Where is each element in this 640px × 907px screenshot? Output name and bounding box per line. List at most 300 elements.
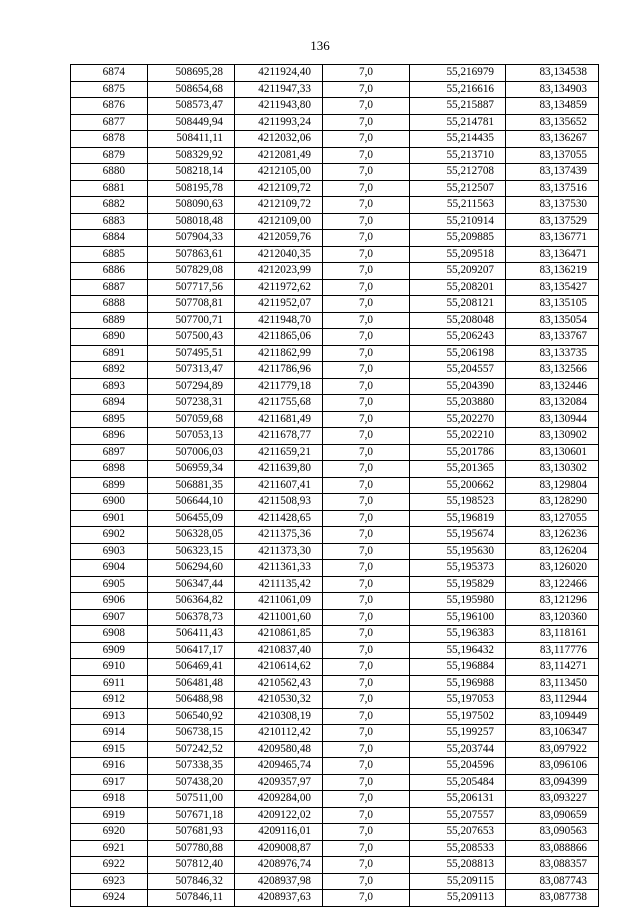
point-number-cell: 6920 xyxy=(71,824,148,841)
longitude-cell: 83,118161 xyxy=(506,626,599,643)
x-coordinate-cell: 507059,68 xyxy=(148,411,235,428)
x-coordinate-cell: 508695,28 xyxy=(148,65,235,82)
y-coordinate-cell: 4211428,65 xyxy=(235,510,323,527)
tolerance-cell: 7,0 xyxy=(323,114,410,131)
table-row xyxy=(71,774,599,791)
tolerance-cell: 7,0 xyxy=(323,197,410,214)
x-coordinate-cell: 506411,43 xyxy=(148,626,235,643)
longitude-cell: 83,114271 xyxy=(506,659,599,676)
table-row xyxy=(71,164,599,181)
longitude-cell: 83,133767 xyxy=(506,329,599,346)
x-coordinate-cell: 506294,60 xyxy=(148,560,235,577)
tolerance-cell: 7,0 xyxy=(323,593,410,610)
tolerance-cell: 7,0 xyxy=(323,659,410,676)
table-row xyxy=(71,114,599,131)
latitude-cell: 55,195674 xyxy=(410,527,506,544)
tolerance-cell: 7,0 xyxy=(323,81,410,98)
tolerance-cell: 7,0 xyxy=(323,560,410,577)
x-coordinate-cell: 508329,92 xyxy=(148,147,235,164)
x-coordinate-cell: 507904,33 xyxy=(148,230,235,247)
latitude-cell: 55,213710 xyxy=(410,147,506,164)
y-coordinate-cell: 4208937,98 xyxy=(235,873,323,890)
longitude-cell: 83,136471 xyxy=(506,246,599,263)
table-row xyxy=(71,65,599,82)
point-number-cell: 6907 xyxy=(71,609,148,626)
table-row xyxy=(71,197,599,214)
point-number-cell: 6918 xyxy=(71,791,148,808)
x-coordinate-cell: 508018,48 xyxy=(148,213,235,230)
latitude-cell: 55,208813 xyxy=(410,857,506,874)
latitude-cell: 55,209885 xyxy=(410,230,506,247)
latitude-cell: 55,216979 xyxy=(410,65,506,82)
latitude-cell: 55,204557 xyxy=(410,362,506,379)
point-number-cell: 6910 xyxy=(71,659,148,676)
latitude-cell: 55,208533 xyxy=(410,840,506,857)
latitude-cell: 55,207557 xyxy=(410,807,506,824)
x-coordinate-cell: 507438,20 xyxy=(148,774,235,791)
x-coordinate-cell: 508195,78 xyxy=(148,180,235,197)
tolerance-cell: 7,0 xyxy=(323,345,410,362)
y-coordinate-cell: 4212032,06 xyxy=(235,131,323,148)
longitude-cell: 83,090659 xyxy=(506,807,599,824)
x-coordinate-cell: 506488,98 xyxy=(148,692,235,709)
x-coordinate-cell: 507846,32 xyxy=(148,873,235,890)
x-coordinate-cell: 507846,11 xyxy=(148,890,235,907)
y-coordinate-cell: 4209580,48 xyxy=(235,741,323,758)
point-number-cell: 6912 xyxy=(71,692,148,709)
y-coordinate-cell: 4211862,99 xyxy=(235,345,323,362)
table-row xyxy=(71,593,599,610)
y-coordinate-cell: 4211678,77 xyxy=(235,428,323,445)
table-row xyxy=(71,890,599,907)
x-coordinate-cell: 507829,08 xyxy=(148,263,235,280)
x-coordinate-cell: 508090,63 xyxy=(148,197,235,214)
longitude-cell: 83,130601 xyxy=(506,444,599,461)
x-coordinate-cell: 507681,93 xyxy=(148,824,235,841)
latitude-cell: 55,197053 xyxy=(410,692,506,709)
latitude-cell: 55,202270 xyxy=(410,411,506,428)
y-coordinate-cell: 4211001,60 xyxy=(235,609,323,626)
table-row xyxy=(71,147,599,164)
table-row xyxy=(71,131,599,148)
y-coordinate-cell: 4211135,42 xyxy=(235,576,323,593)
x-coordinate-cell: 507495,51 xyxy=(148,345,235,362)
longitude-cell: 83,087743 xyxy=(506,873,599,890)
longitude-cell: 83,127055 xyxy=(506,510,599,527)
table-row xyxy=(71,98,599,115)
tolerance-cell: 7,0 xyxy=(323,840,410,857)
point-number-cell: 6924 xyxy=(71,890,148,907)
point-number-cell: 6896 xyxy=(71,428,148,445)
latitude-cell: 55,202210 xyxy=(410,428,506,445)
tolerance-cell: 7,0 xyxy=(323,164,410,181)
latitude-cell: 55,208201 xyxy=(410,279,506,296)
longitude-cell: 83,096106 xyxy=(506,758,599,775)
table-row xyxy=(71,791,599,808)
x-coordinate-cell: 507500,43 xyxy=(148,329,235,346)
table-row xyxy=(71,609,599,626)
latitude-cell: 55,210914 xyxy=(410,213,506,230)
point-number-cell: 6904 xyxy=(71,560,148,577)
y-coordinate-cell: 4211061,09 xyxy=(235,593,323,610)
y-coordinate-cell: 4210308,19 xyxy=(235,708,323,725)
longitude-cell: 83,137516 xyxy=(506,180,599,197)
tolerance-cell: 7,0 xyxy=(323,725,410,742)
table-row xyxy=(71,741,599,758)
longitude-cell: 83,137529 xyxy=(506,213,599,230)
x-coordinate-cell: 508573,47 xyxy=(148,98,235,115)
longitude-cell: 83,097922 xyxy=(506,741,599,758)
point-number-cell: 6879 xyxy=(71,147,148,164)
point-number-cell: 6922 xyxy=(71,857,148,874)
point-number-cell: 6905 xyxy=(71,576,148,593)
longitude-cell: 83,135054 xyxy=(506,312,599,329)
x-coordinate-cell: 506881,35 xyxy=(148,477,235,494)
x-coordinate-cell: 508411,11 xyxy=(148,131,235,148)
latitude-cell: 55,200662 xyxy=(410,477,506,494)
tolerance-cell: 7,0 xyxy=(323,807,410,824)
point-number-cell: 6923 xyxy=(71,873,148,890)
y-coordinate-cell: 4211947,33 xyxy=(235,81,323,98)
table-row xyxy=(71,180,599,197)
point-number-cell: 6902 xyxy=(71,527,148,544)
tolerance-cell: 7,0 xyxy=(323,131,410,148)
tolerance-cell: 7,0 xyxy=(323,329,410,346)
point-number-cell: 6891 xyxy=(71,345,148,362)
table-row xyxy=(71,345,599,362)
latitude-cell: 55,216616 xyxy=(410,81,506,98)
y-coordinate-cell: 4211924,40 xyxy=(235,65,323,82)
y-coordinate-cell: 4212040,35 xyxy=(235,246,323,263)
longitude-cell: 83,132084 xyxy=(506,395,599,412)
table-row xyxy=(71,312,599,329)
tolerance-cell: 7,0 xyxy=(323,230,410,247)
longitude-cell: 83,120360 xyxy=(506,609,599,626)
latitude-cell: 55,196988 xyxy=(410,675,506,692)
y-coordinate-cell: 4210530,32 xyxy=(235,692,323,709)
latitude-cell: 55,212708 xyxy=(410,164,506,181)
longitude-cell: 83,126204 xyxy=(506,543,599,560)
tolerance-cell: 7,0 xyxy=(323,312,410,329)
latitude-cell: 55,203744 xyxy=(410,741,506,758)
x-coordinate-cell: 507717,56 xyxy=(148,279,235,296)
longitude-cell: 83,126236 xyxy=(506,527,599,544)
y-coordinate-cell: 4212059,76 xyxy=(235,230,323,247)
latitude-cell: 55,209518 xyxy=(410,246,506,263)
y-coordinate-cell: 4211361,33 xyxy=(235,560,323,577)
y-coordinate-cell: 4211681,49 xyxy=(235,411,323,428)
y-coordinate-cell: 4210562,43 xyxy=(235,675,323,692)
longitude-cell: 83,128290 xyxy=(506,494,599,511)
longitude-cell: 83,137530 xyxy=(506,197,599,214)
table-row xyxy=(71,857,599,874)
y-coordinate-cell: 4211786,96 xyxy=(235,362,323,379)
latitude-cell: 55,214781 xyxy=(410,114,506,131)
tolerance-cell: 7,0 xyxy=(323,543,410,560)
point-number-cell: 6893 xyxy=(71,378,148,395)
tolerance-cell: 7,0 xyxy=(323,279,410,296)
longitude-cell: 83,137055 xyxy=(506,147,599,164)
point-number-cell: 6886 xyxy=(71,263,148,280)
latitude-cell: 55,209207 xyxy=(410,263,506,280)
longitude-cell: 83,117776 xyxy=(506,642,599,659)
y-coordinate-cell: 4211375,36 xyxy=(235,527,323,544)
x-coordinate-cell: 508218,14 xyxy=(148,164,235,181)
table-row xyxy=(71,510,599,527)
table-row xyxy=(71,329,599,346)
x-coordinate-cell: 506738,15 xyxy=(148,725,235,742)
table-row xyxy=(71,378,599,395)
tolerance-cell: 7,0 xyxy=(323,692,410,709)
tolerance-cell: 7,0 xyxy=(323,494,410,511)
x-coordinate-cell: 507053,13 xyxy=(148,428,235,445)
tolerance-cell: 7,0 xyxy=(323,477,410,494)
longitude-cell: 83,130902 xyxy=(506,428,599,445)
longitude-cell: 83,121296 xyxy=(506,593,599,610)
latitude-cell: 55,209113 xyxy=(410,890,506,907)
tolerance-cell: 7,0 xyxy=(323,461,410,478)
tolerance-cell: 7,0 xyxy=(323,395,410,412)
latitude-cell: 55,196383 xyxy=(410,626,506,643)
y-coordinate-cell: 4211948,70 xyxy=(235,312,323,329)
longitude-cell: 83,130944 xyxy=(506,411,599,428)
point-number-cell: 6914 xyxy=(71,725,148,742)
y-coordinate-cell: 4211755,68 xyxy=(235,395,323,412)
latitude-cell: 55,209115 xyxy=(410,873,506,890)
y-coordinate-cell: 4211607,41 xyxy=(235,477,323,494)
tolerance-cell: 7,0 xyxy=(323,98,410,115)
table-row xyxy=(71,527,599,544)
table-row xyxy=(71,873,599,890)
tolerance-cell: 7,0 xyxy=(323,873,410,890)
longitude-cell: 83,134903 xyxy=(506,81,599,98)
tolerance-cell: 7,0 xyxy=(323,65,410,82)
latitude-cell: 55,195630 xyxy=(410,543,506,560)
y-coordinate-cell: 4211865,06 xyxy=(235,329,323,346)
longitude-cell: 83,132566 xyxy=(506,362,599,379)
tolerance-cell: 7,0 xyxy=(323,296,410,313)
longitude-cell: 83,088357 xyxy=(506,857,599,874)
y-coordinate-cell: 4208937,63 xyxy=(235,890,323,907)
latitude-cell: 55,207653 xyxy=(410,824,506,841)
longitude-cell: 83,135652 xyxy=(506,114,599,131)
latitude-cell: 55,206131 xyxy=(410,791,506,808)
point-number-cell: 6882 xyxy=(71,197,148,214)
x-coordinate-cell: 506347,44 xyxy=(148,576,235,593)
table-row xyxy=(71,263,599,280)
tolerance-cell: 7,0 xyxy=(323,527,410,544)
longitude-cell: 83,132446 xyxy=(506,378,599,395)
latitude-cell: 55,195373 xyxy=(410,560,506,577)
table-row xyxy=(71,626,599,643)
x-coordinate-cell: 506328,05 xyxy=(148,527,235,544)
y-coordinate-cell: 4212081,49 xyxy=(235,147,323,164)
y-coordinate-cell: 4210861,85 xyxy=(235,626,323,643)
point-number-cell: 6915 xyxy=(71,741,148,758)
tolerance-cell: 7,0 xyxy=(323,708,410,725)
point-number-cell: 6921 xyxy=(71,840,148,857)
y-coordinate-cell: 4208976,74 xyxy=(235,857,323,874)
y-coordinate-cell: 4211639,80 xyxy=(235,461,323,478)
longitude-cell: 83,134859 xyxy=(506,98,599,115)
longitude-cell: 83,134538 xyxy=(506,65,599,82)
y-coordinate-cell: 4211943,80 xyxy=(235,98,323,115)
longitude-cell: 83,133735 xyxy=(506,345,599,362)
y-coordinate-cell: 4209116,01 xyxy=(235,824,323,841)
x-coordinate-cell: 507700,71 xyxy=(148,312,235,329)
table-row xyxy=(71,81,599,98)
point-number-cell: 6892 xyxy=(71,362,148,379)
table-row xyxy=(71,230,599,247)
longitude-cell: 83,106347 xyxy=(506,725,599,742)
latitude-cell: 55,197502 xyxy=(410,708,506,725)
tolerance-cell: 7,0 xyxy=(323,824,410,841)
x-coordinate-cell: 506455,09 xyxy=(148,510,235,527)
tolerance-cell: 7,0 xyxy=(323,791,410,808)
longitude-cell: 83,113450 xyxy=(506,675,599,692)
table-row xyxy=(71,807,599,824)
coordinates-table xyxy=(70,64,599,907)
table-row xyxy=(71,477,599,494)
x-coordinate-cell: 508654,68 xyxy=(148,81,235,98)
x-coordinate-cell: 506959,34 xyxy=(148,461,235,478)
latitude-cell: 55,201365 xyxy=(410,461,506,478)
table-row xyxy=(71,708,599,725)
latitude-cell: 55,206198 xyxy=(410,345,506,362)
latitude-cell: 55,201786 xyxy=(410,444,506,461)
tolerance-cell: 7,0 xyxy=(323,576,410,593)
x-coordinate-cell: 507708,81 xyxy=(148,296,235,313)
table-row xyxy=(71,428,599,445)
latitude-cell: 55,208121 xyxy=(410,296,506,313)
table-row xyxy=(71,444,599,461)
longitude-cell: 83,112944 xyxy=(506,692,599,709)
latitude-cell: 55,199257 xyxy=(410,725,506,742)
tolerance-cell: 7,0 xyxy=(323,642,410,659)
x-coordinate-cell: 506644,10 xyxy=(148,494,235,511)
point-number-cell: 6880 xyxy=(71,164,148,181)
longitude-cell: 83,136219 xyxy=(506,263,599,280)
table-row xyxy=(71,675,599,692)
x-coordinate-cell: 507338,35 xyxy=(148,758,235,775)
point-number-cell: 6889 xyxy=(71,312,148,329)
x-coordinate-cell: 507242,52 xyxy=(148,741,235,758)
y-coordinate-cell: 4211993,24 xyxy=(235,114,323,131)
x-coordinate-cell: 507006,03 xyxy=(148,444,235,461)
latitude-cell: 55,196884 xyxy=(410,659,506,676)
point-number-cell: 6890 xyxy=(71,329,148,346)
point-number-cell: 6899 xyxy=(71,477,148,494)
point-number-cell: 6874 xyxy=(71,65,148,82)
point-number-cell: 6877 xyxy=(71,114,148,131)
latitude-cell: 55,215887 xyxy=(410,98,506,115)
y-coordinate-cell: 4209284,00 xyxy=(235,791,323,808)
x-coordinate-cell: 507863,61 xyxy=(148,246,235,263)
point-number-cell: 6908 xyxy=(71,626,148,643)
y-coordinate-cell: 4211952,07 xyxy=(235,296,323,313)
tolerance-cell: 7,0 xyxy=(323,510,410,527)
table-row xyxy=(71,840,599,857)
latitude-cell: 55,211563 xyxy=(410,197,506,214)
x-coordinate-cell: 507313,47 xyxy=(148,362,235,379)
y-coordinate-cell: 4212109,72 xyxy=(235,197,323,214)
tolerance-cell: 7,0 xyxy=(323,428,410,445)
point-number-cell: 6878 xyxy=(71,131,148,148)
point-number-cell: 6909 xyxy=(71,642,148,659)
y-coordinate-cell: 4210112,42 xyxy=(235,725,323,742)
table-row xyxy=(71,411,599,428)
y-coordinate-cell: 4212023,99 xyxy=(235,263,323,280)
tolerance-cell: 7,0 xyxy=(323,774,410,791)
table-row xyxy=(71,246,599,263)
longitude-cell: 83,122466 xyxy=(506,576,599,593)
x-coordinate-cell: 507780,88 xyxy=(148,840,235,857)
longitude-cell: 83,090563 xyxy=(506,824,599,841)
table-row xyxy=(71,725,599,742)
latitude-cell: 55,198523 xyxy=(410,494,506,511)
latitude-cell: 55,214435 xyxy=(410,131,506,148)
x-coordinate-cell: 507812,40 xyxy=(148,857,235,874)
x-coordinate-cell: 507511,00 xyxy=(148,791,235,808)
longitude-cell: 83,094399 xyxy=(506,774,599,791)
y-coordinate-cell: 4211972,62 xyxy=(235,279,323,296)
point-number-cell: 6913 xyxy=(71,708,148,725)
point-number-cell: 6897 xyxy=(71,444,148,461)
point-number-cell: 6898 xyxy=(71,461,148,478)
longitude-cell: 83,130302 xyxy=(506,461,599,478)
table-row xyxy=(71,494,599,511)
latitude-cell: 55,196819 xyxy=(410,510,506,527)
y-coordinate-cell: 4211373,30 xyxy=(235,543,323,560)
y-coordinate-cell: 4211508,93 xyxy=(235,494,323,511)
tolerance-cell: 7,0 xyxy=(323,675,410,692)
y-coordinate-cell: 4210614,62 xyxy=(235,659,323,676)
longitude-cell: 83,109449 xyxy=(506,708,599,725)
longitude-cell: 83,087738 xyxy=(506,890,599,907)
latitude-cell: 55,204596 xyxy=(410,758,506,775)
longitude-cell: 83,136267 xyxy=(506,131,599,148)
tolerance-cell: 7,0 xyxy=(323,362,410,379)
point-number-cell: 6903 xyxy=(71,543,148,560)
latitude-cell: 55,208048 xyxy=(410,312,506,329)
latitude-cell: 55,196432 xyxy=(410,642,506,659)
y-coordinate-cell: 4212109,00 xyxy=(235,213,323,230)
tolerance-cell: 7,0 xyxy=(323,213,410,230)
y-coordinate-cell: 4209465,74 xyxy=(235,758,323,775)
tolerance-cell: 7,0 xyxy=(323,378,410,395)
point-number-cell: 6881 xyxy=(71,180,148,197)
page-number: 136 xyxy=(310,38,330,53)
point-number-cell: 6884 xyxy=(71,230,148,247)
point-number-cell: 6911 xyxy=(71,675,148,692)
table-row xyxy=(71,296,599,313)
point-number-cell: 6901 xyxy=(71,510,148,527)
longitude-cell: 83,088866 xyxy=(506,840,599,857)
tolerance-cell: 7,0 xyxy=(323,741,410,758)
tolerance-cell: 7,0 xyxy=(323,626,410,643)
tolerance-cell: 7,0 xyxy=(323,180,410,197)
tolerance-cell: 7,0 xyxy=(323,147,410,164)
tolerance-cell: 7,0 xyxy=(323,890,410,907)
table-row xyxy=(71,659,599,676)
y-coordinate-cell: 4212109,72 xyxy=(235,180,323,197)
x-coordinate-cell: 507294,89 xyxy=(148,378,235,395)
latitude-cell: 55,196100 xyxy=(410,609,506,626)
y-coordinate-cell: 4210837,40 xyxy=(235,642,323,659)
point-number-cell: 6906 xyxy=(71,593,148,610)
latitude-cell: 55,195980 xyxy=(410,593,506,610)
table-row xyxy=(71,395,599,412)
